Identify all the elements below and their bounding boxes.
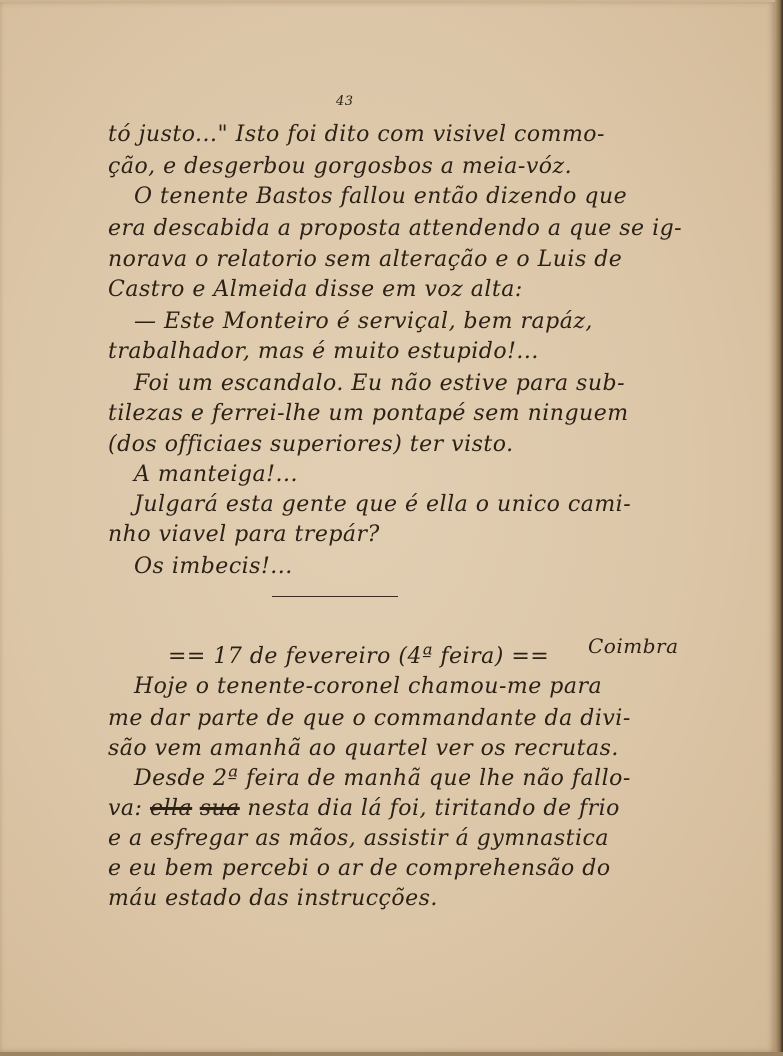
text-line: ção, e desgerbou gorgosbos a meia-vóz.: [108, 154, 573, 179]
text-line: Julgará esta gente que é ella o unico cami-: [134, 492, 632, 517]
text-line: me dar parte de que o commandante da divi-: [108, 706, 631, 731]
text-line: nho viavel para trepár?: [108, 522, 380, 547]
text-line: e eu bem percebi o ar de comprehensão do: [108, 856, 611, 881]
entry-place: Coimbra: [588, 634, 679, 658]
text-line: trabalhador, mas é muito estupido!...: [108, 339, 539, 364]
text-line: A manteiga!...: [134, 462, 298, 487]
text-line: tilezas e ferrei-lhe um pontapé sem ninguem: [108, 401, 629, 426]
text-line: e a esfregar as mãos, assistir á gymnastica: [108, 826, 609, 851]
page-edge: [0, 1052, 783, 1056]
text-line: são vem amanhã ao quartel ver os recrutas.: [108, 736, 619, 761]
text-line: era descabida a proposta attendendo a que se ig-: [108, 216, 683, 241]
text-line: Foi um escandalo. Eu não estive para sub-: [134, 371, 626, 396]
text-line: — Este Monteiro é serviçal, bem rapáz,: [134, 309, 593, 334]
text-line-with-strikes: [108, 794, 620, 824]
text-line: tó justo..." Isto foi dito com visivel commo-: [108, 122, 605, 147]
text-line: (dos officiaes superiores) ter visto.: [108, 432, 514, 457]
text-line: Hoje o tenente-coronel chamou-me para: [134, 674, 603, 699]
entry-date-heading: == 17 de fevereiro (4ª feira) ==: [168, 644, 550, 669]
page-edge: [775, 0, 783, 1056]
struck-word: sua: [199, 796, 240, 821]
text-line: Desde 2ª feira de manhã que lhe não fallo-: [134, 766, 631, 791]
text-line: O tenente Bastos fallou então dizendo que: [134, 184, 628, 209]
struck-word: ella: [149, 796, 193, 821]
section-divider: [272, 596, 398, 597]
text-line: Os imbecis!...: [134, 554, 293, 579]
text-line: máu estado das instrucções.: [108, 886, 438, 911]
page-number: 43: [336, 94, 354, 109]
text-fragment: nesta dia lá foi, tiritando de frio: [247, 796, 620, 821]
text-line: Castro e Almeida disse em voz alta:: [108, 277, 523, 302]
text-fragment: va:: [108, 796, 143, 821]
text-line: norava o relatorio sem alteração e o Luis de: [108, 247, 623, 272]
